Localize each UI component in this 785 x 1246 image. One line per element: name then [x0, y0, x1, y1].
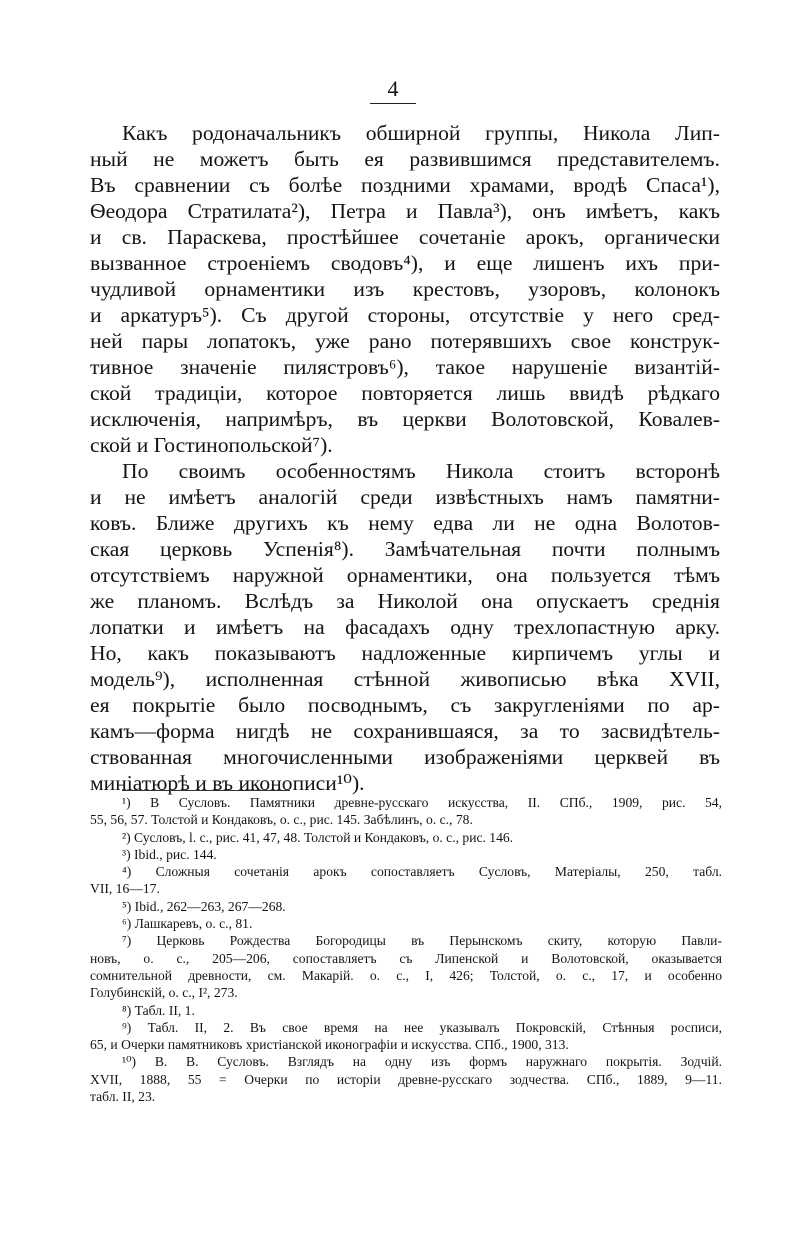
footnote-line: XVII, 1888, 55 = Очерки по исторіи древне-русскаго зодчества. СПб., 1889, 9—11.: [90, 1071, 722, 1087]
body-line: чудливой орнаментики изъ крестовъ, узоровъ, колонокъ: [90, 277, 720, 301]
body-line: модель⁹), исполненная стѣнной живописью вѣка XVII,: [90, 667, 720, 691]
footnote-line: Голубинскій, о. с., I², 273.: [90, 985, 238, 1001]
footnote-line: ⁹) Табл. II, 2. Въ свое время на нее указывалъ Покровскій, Стѣнныя росписи,: [122, 1019, 722, 1035]
footnote-separator: [122, 790, 290, 791]
body-line: ствованная многочисленными изображеніями церквей въ: [90, 745, 720, 769]
body-line: ской традиціи, которое повторяется лишь ввидѣ рѣдкаго: [90, 381, 720, 405]
body-line: и св. Параскева, простѣйшее сочетаніе арокъ, органически: [90, 225, 720, 249]
body-line: и аркатуръ⁵). Съ другой стороны, отсутствіе у него сред-: [90, 303, 720, 327]
body-line: же планомъ. Вслѣдъ за Николой она опускаетъ среднія: [90, 589, 720, 613]
body-line: Но, какъ показываютъ надложенные кирпичемъ углы и: [90, 641, 720, 665]
footnote-line: новъ, о. с., 205—206, сопоставляетъ съ Липенской и Волотовской, оказывается: [90, 950, 722, 966]
body-line: ская церковь Успенія⁸). Замѣчательная почти полнымъ: [90, 537, 720, 561]
body-line: ея покрытіе было посводнымъ, съ закругленіями по ар-: [90, 693, 720, 717]
body-line: лопатки и имѣетъ на фасадахъ одну трехлопастную арку.: [90, 615, 720, 639]
main-text: [90, 120, 720, 796]
body-line: миніатюрѣ и въ иконописи¹⁰).: [90, 771, 365, 795]
page-number: 4: [370, 76, 416, 104]
footnote-line: ¹) В Сусловъ. Памятники древне-русскаго искусства, II. СПб., 1909, рис. 54,: [122, 795, 722, 810]
body-line: ней пары лопатокъ, уже рано потерявшихъ свое конструк-: [90, 329, 720, 353]
footnote-line: ²) Сусловъ, l. c., рис. 41, 47, 48. Толстой и Кондаковъ, о. с., рис. 146.: [122, 829, 514, 845]
body-line: отсутствіемъ наружной орнаментики, она пользуется тѣмъ: [90, 563, 720, 587]
body-line: Ѳеодора Стратилата²), Петра и Павла³), онъ имѣетъ, какъ: [90, 199, 720, 223]
footnote-line: ⁵) Ibid., 262—263, 267—268.: [122, 898, 286, 914]
footnote-line: VII, 16—17.: [90, 881, 160, 897]
body-line: тивное значеніе пилястровъ⁶), такое нарушеніе византій-: [90, 355, 720, 379]
footnote-line: ⁷) Церковь Рождества Богородицы въ Перынскомъ скиту, которую Павли-: [122, 933, 722, 949]
footnote-line: ⁸) Табл. II, 1.: [122, 1002, 195, 1018]
body-line: и не имѣетъ аналогій среди извѣстныхъ намъ памятни-: [90, 485, 720, 509]
body-line: камъ—форма нигдѣ не сохранившаяся, за то засвидѣтель-: [90, 719, 720, 743]
footnote-line: ³) Ibid., рис. 144.: [122, 846, 217, 862]
body-line: ской и Гостинопольской⁷).: [90, 433, 333, 457]
footnote-line: ¹⁰) В. В. Сусловъ. Взглядъ на одну изъ формъ наружнаго покрытія. Зодчій.: [122, 1054, 722, 1070]
body-line: Въ сравнении съ болѣе поздними храмами, вродѣ Спаса¹),: [90, 173, 720, 197]
body-line: Какъ родоначальникъ обширной группы, Никола Лип-: [122, 121, 720, 145]
body-line: По своимъ особенностямъ Никола стоитъ всторонѣ: [122, 459, 720, 483]
footnote-line: табл. II, 23.: [90, 1089, 156, 1105]
body-line: исключенія, напримѣръ, въ церкви Волотовской, Ковалев-: [90, 407, 720, 431]
body-line: вызванное строеніемъ сводовъ⁴), и еще лишенъ ихъ при-: [90, 251, 720, 275]
footnotes: [90, 794, 722, 1105]
footnote-line: сомнительной древности, см. Макарій. о. с., I, 426; Толстой, о. с., 17, и особенно: [90, 967, 722, 983]
body-line: ный не можетъ быть ея развившимся представителемъ.: [90, 147, 720, 171]
body-line: ковъ. Ближе другихъ къ нему едва ли не одна Волотов-: [90, 511, 720, 535]
footnote-line: ⁶) Лашкаревъ, о. с., 81.: [122, 916, 253, 932]
footnote-line: 55, 56, 57. Толстой и Кондаковъ, о. с., рис. 145. Забѣлинъ, о. с., 78.: [90, 812, 473, 828]
footnote-line: 65, и Очерки памятниковъ христіанской иконографіи и искусства. СПб., 1900, 313.: [90, 1037, 569, 1053]
footnote-line: ⁴) Сложныя сочетанія арокъ сопоставляетъ Сусловъ, Матеріалы, 250, табл.: [122, 864, 722, 880]
